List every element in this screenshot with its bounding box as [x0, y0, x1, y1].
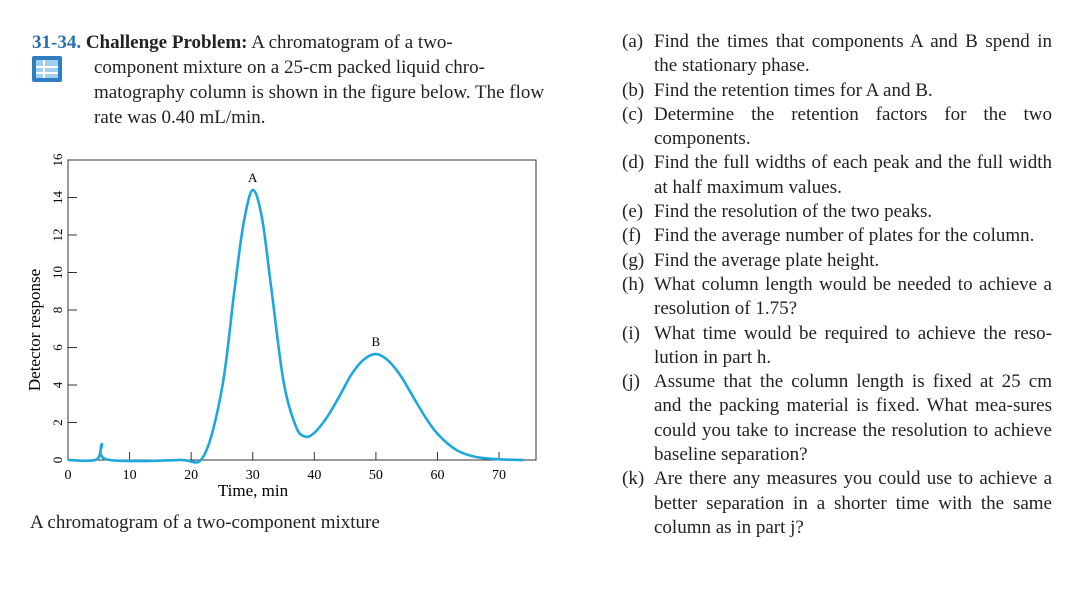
- y-tick-label: 14: [50, 191, 65, 204]
- problem-text-rest: component mixture on a 25-cm packed liquid chro-matography column is shown in the figure below. The flow rate was 0.40 mL/min.: [94, 57, 545, 128]
- question-text: Are there any measures you could use to achieve a better separation in a shorter time with the same column as in part j?: [654, 468, 1052, 538]
- x-tick-label: 40: [307, 468, 322, 483]
- x-axis-label: Time, min: [217, 481, 289, 500]
- question-text: Find the times that components A and B spend in the stationary phase.: [654, 31, 1052, 77]
- y-axis-label: Detector response: [25, 268, 44, 392]
- question-item: [622, 224, 1052, 248]
- question-item: [622, 200, 1052, 224]
- chromatogram-chart: [0, 140, 560, 510]
- y-tick-label: 4: [50, 381, 65, 389]
- y-axis: [50, 153, 77, 463]
- peak-label: A: [248, 170, 258, 185]
- y-tick-label: 10: [50, 266, 65, 279]
- x-tick-label: 30: [245, 468, 260, 483]
- problem-title: Challenge Problem:: [85, 32, 248, 53]
- x-tick-label: 20: [184, 468, 199, 483]
- plot-frame: [68, 160, 536, 460]
- x-tick-label: 50: [368, 468, 383, 483]
- question-label: (i): [622, 322, 640, 344]
- question-text: What time would be required to achieve the reso-lution in part h.: [654, 322, 1052, 368]
- question-label: (j): [622, 371, 640, 393]
- spreadsheet-icon[interactable]: [32, 56, 62, 82]
- x-tick-label: 10: [122, 468, 137, 483]
- question-text: Find the average plate height.: [654, 249, 880, 271]
- question-label: (k): [622, 468, 645, 490]
- question-item: [622, 103, 1052, 152]
- question-text: Find the full widths of each peak and the full width at half maximum values.: [654, 152, 1052, 198]
- question-item: [622, 322, 1052, 371]
- question-item: [622, 370, 1052, 467]
- question-item: [622, 467, 1052, 540]
- question-item: [622, 30, 1052, 79]
- question-label: (b): [622, 79, 645, 101]
- question-text: Determine the retention factors for the two components.: [654, 103, 1052, 150]
- question-text: Find the retention times for A and B.: [654, 79, 933, 101]
- y-tick-label: 16: [50, 153, 65, 167]
- question-label: (a): [622, 31, 644, 52]
- problem-number: 31-34.: [32, 32, 82, 53]
- question-list: [622, 30, 1052, 540]
- x-tick-label: 0: [64, 468, 72, 483]
- question-label: (g): [622, 249, 645, 271]
- series-line-detector-response: [68, 190, 524, 463]
- peak-label: B: [371, 334, 381, 350]
- y-tick-label: 8: [50, 306, 65, 314]
- question-item: [622, 79, 1052, 103]
- question-label: (d): [622, 152, 645, 174]
- y-tick-label: 0: [50, 456, 65, 464]
- problem-text-first: A chromatogram of a two-: [251, 32, 453, 53]
- question-label: (h): [622, 273, 645, 295]
- problem-statement: [32, 30, 552, 130]
- question-item: [622, 273, 1052, 322]
- question-label: (f): [622, 225, 641, 247]
- question-label: (e): [622, 201, 644, 223]
- question-text: Find the resolution of the two peaks.: [654, 201, 933, 223]
- problem-first-line: [32, 30, 552, 55]
- question-text: Assume that the column length is fixed at 25 cm and the packing material is fixed. What mea-sures could you take to increase the resolution to achieve baseline separation?: [654, 371, 1052, 466]
- x-tick-label: 70: [492, 468, 507, 483]
- question-item: [622, 151, 1052, 200]
- x-tick-label: 60: [430, 468, 445, 483]
- y-tick-label: 12: [50, 228, 65, 242]
- y-tick-label: 6: [50, 344, 65, 351]
- question-item: [622, 249, 1052, 273]
- question-text: Find the average number of plates for the column.: [654, 225, 1035, 247]
- question-label: (c): [622, 103, 644, 125]
- question-text: What column length would be needed to achieve a resolution of 1.75?: [654, 273, 1052, 320]
- x-axis: [65, 452, 507, 483]
- figure-caption: A chromatogram of a two-component mixture: [30, 512, 380, 533]
- y-tick-label: 2: [50, 419, 65, 426]
